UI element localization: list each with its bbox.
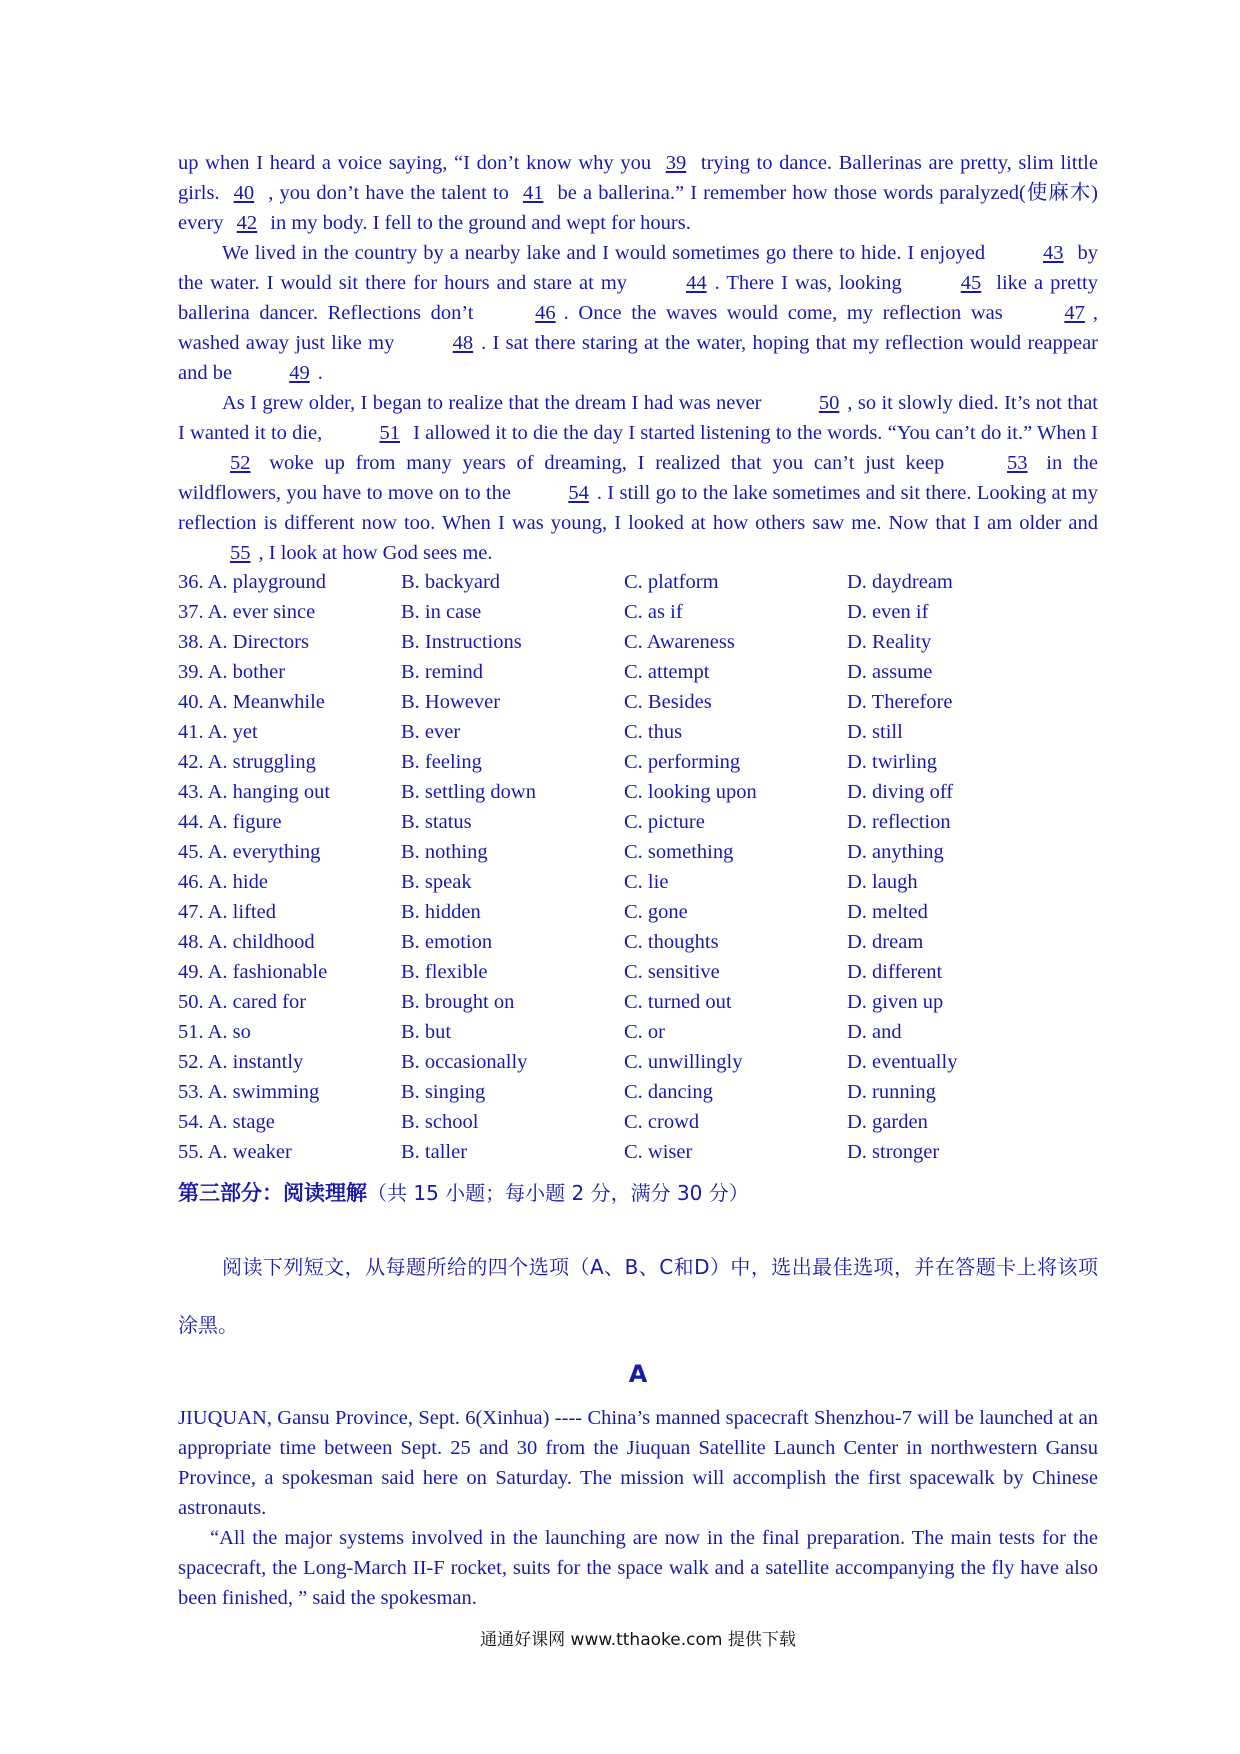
option-text: A. figure	[207, 811, 282, 833]
option-a	[178, 837, 401, 867]
option-d: D. still	[847, 721, 903, 743]
option-b: B. settling down	[401, 781, 536, 803]
option-text: A. everything	[207, 841, 321, 863]
option-text: A. playground	[207, 571, 327, 593]
option-text: A. hide	[207, 871, 268, 893]
question-number: 39.	[178, 661, 204, 683]
article-letter: A	[628, 1360, 648, 1388]
question-number: 53.	[178, 1081, 204, 1103]
option-row	[178, 837, 1098, 867]
option-a	[178, 867, 401, 897]
passage-text: by the water. I would sit there for hours and stare at my	[178, 242, 1099, 294]
passage-paragraph-1	[178, 148, 1098, 238]
option-d: D. Reality	[847, 631, 932, 653]
question-number: 45.	[178, 841, 204, 863]
section-detail: （共 15 小题；每小题 2 分，满分 30 分）	[367, 1181, 749, 1205]
option-c: C. sensitive	[624, 961, 720, 983]
option-b: B. backyard	[401, 571, 501, 593]
option-a	[178, 897, 401, 927]
option-c: C. turned out	[624, 991, 732, 1013]
blank-52: 52	[230, 452, 251, 474]
option-d: D. even if	[847, 601, 929, 623]
option-a	[178, 747, 401, 777]
blank-49: 49	[289, 362, 310, 384]
option-text: A. instantly	[207, 1051, 304, 1073]
option-a	[178, 807, 401, 837]
option-a	[178, 627, 401, 657]
option-a	[178, 717, 401, 747]
passage-text: .	[317, 362, 323, 384]
question-number: 42.	[178, 751, 204, 773]
option-c: C. thus	[624, 721, 683, 743]
question-number: 40.	[178, 691, 204, 713]
passage-paragraph-3	[178, 388, 1098, 568]
option-c: C. gone	[624, 901, 688, 923]
option-a	[178, 777, 401, 807]
option-row	[178, 627, 1098, 657]
option-c: C. picture	[624, 811, 705, 833]
option-text: A. stage	[207, 1111, 275, 1133]
blank-41: 41	[522, 182, 544, 204]
passage-text: woke up from many years of dreaming, I realized that you can’t just keep	[258, 452, 955, 474]
passage-text: . There I was, looking	[714, 272, 909, 294]
passage-text: , washed away just like my	[178, 302, 1098, 354]
option-text: A. yet	[207, 721, 258, 743]
option-text: A. cared for	[207, 991, 307, 1013]
cloze-passage	[178, 148, 1098, 568]
option-c: C. as if	[624, 601, 683, 623]
option-a	[178, 657, 401, 687]
option-c: C. looking upon	[624, 781, 757, 803]
option-c: C. crowd	[624, 1111, 700, 1133]
option-text: A. Directors	[207, 631, 309, 653]
question-number: 50.	[178, 991, 204, 1013]
answer-options	[178, 567, 1098, 1167]
option-b: B. hidden	[401, 901, 481, 923]
option-d: D. Therefore	[847, 691, 953, 713]
option-a	[178, 1017, 401, 1047]
passage-text: We lived in the country by a nearby lake and I would sometimes go there to hide. I enjoyed	[222, 242, 992, 264]
article-paragraph-1: JIUQUAN, Gansu Province, Sept. 6(Xinhua) ---- China’s manned spacecraft Shenzhou-7 will be launched at an appropriate time between Sept. 25 and 30 from the Jiuquan Satellite Launch Center in northwestern Gansu Province, a spokesman said here on Saturday. The mission will accomplish the first spacewalk by Chinese astronauts.	[178, 1407, 1098, 1519]
option-c: C. unwillingly	[624, 1051, 743, 1073]
section-heading	[178, 1178, 1118, 1208]
question-number: 48.	[178, 931, 204, 953]
question-number: 46.	[178, 871, 204, 893]
blank-54: 54	[568, 482, 589, 504]
option-c: C. Awareness	[624, 631, 735, 653]
option-text: A. ever since	[207, 601, 316, 623]
passage-text: in my body. I fell to the ground and wept for hours.	[265, 212, 691, 234]
option-d: D. laugh	[847, 871, 918, 893]
question-number: 41.	[178, 721, 204, 743]
passage-text: trying to dance. Ballerinas are pretty, slim little girls.	[178, 152, 1098, 204]
option-d: D. assume	[847, 661, 933, 683]
option-text: A. Meanwhile	[207, 691, 325, 713]
passage-paragraph-2	[178, 238, 1098, 388]
blank-55: 55	[230, 542, 251, 564]
option-c: C. performing	[624, 751, 741, 773]
question-number: 52.	[178, 1051, 204, 1073]
option-row	[178, 1077, 1098, 1107]
passage-text: like a pretty ballerina dancer. Reflections don’t	[178, 272, 1098, 324]
option-b: B. remind	[401, 661, 483, 683]
option-b: B. feeling	[401, 751, 482, 773]
option-b: B. However	[401, 691, 501, 713]
option-b: B. emotion	[401, 931, 493, 953]
option-a	[178, 1047, 401, 1077]
option-d: D. different	[847, 961, 943, 983]
blank-51: 51	[379, 422, 400, 444]
passage-text: . I sat there staring at the water, hoping that my reflection would reappear and be	[178, 332, 1098, 384]
option-row	[178, 1047, 1098, 1077]
option-a	[178, 597, 401, 627]
option-text: A. swimming	[207, 1081, 320, 1103]
option-b: B. status	[401, 811, 472, 833]
option-c: C. lie	[624, 871, 669, 893]
option-c: C. thoughts	[624, 931, 719, 953]
question-number: 49.	[178, 961, 204, 983]
blank-46: 46	[535, 302, 556, 324]
passage-text: up when I heard a voice saying, “I don’t know why you	[178, 152, 658, 174]
blank-44: 44	[686, 272, 707, 294]
question-number: 51.	[178, 1021, 204, 1043]
option-b: B. but	[401, 1021, 452, 1043]
option-b: B. singing	[401, 1081, 486, 1103]
option-d: D. diving off	[847, 781, 954, 803]
option-a	[178, 987, 401, 1017]
question-number: 36.	[178, 571, 204, 593]
passage-text: , you don’t have the talent to	[262, 182, 515, 204]
option-d: D. running	[847, 1081, 936, 1103]
option-a	[178, 1077, 401, 1107]
option-row	[178, 687, 1098, 717]
option-row	[178, 867, 1098, 897]
option-b: B. school	[401, 1111, 479, 1133]
reading-article	[178, 1403, 1098, 1613]
option-row	[178, 1107, 1098, 1137]
option-c: C. dancing	[624, 1081, 713, 1103]
blank-40: 40	[233, 182, 255, 204]
option-row	[178, 597, 1098, 627]
option-c: C. or	[624, 1021, 665, 1043]
option-a	[178, 1107, 401, 1137]
question-number: 54.	[178, 1111, 204, 1133]
option-row	[178, 987, 1098, 1017]
option-row	[178, 717, 1098, 747]
option-d: D. given up	[847, 991, 944, 1013]
option-b: B. nothing	[401, 841, 488, 863]
reading-instruction: 阅读下列短文，从每题所给的四个选项（A、B、C和D）中，选出最佳选项，并在答题卡上将该项涂黑。	[178, 1255, 1098, 1337]
option-text: A. hanging out	[207, 781, 331, 803]
page-footer: 通通好课网 www.tthaoke.com 提供下载	[480, 1630, 796, 1650]
option-row	[178, 747, 1098, 777]
passage-text: be a ballerina.” I remember how those words paralyzed(使麻木) every	[178, 182, 1099, 234]
blank-47: 47	[1064, 302, 1085, 324]
option-row	[178, 1017, 1098, 1047]
option-row	[178, 567, 1098, 597]
option-row	[178, 1137, 1098, 1167]
blank-48: 48	[452, 332, 474, 354]
option-b: B. occasionally	[401, 1051, 528, 1073]
blank-43: 43	[1043, 242, 1064, 264]
option-b: B. brought on	[401, 991, 515, 1013]
option-d: D. melted	[847, 901, 928, 923]
question-number: 44.	[178, 811, 204, 833]
passage-text: I allowed it to die the day I started listening to the words. “You can’t do it.” When I	[407, 422, 1098, 444]
passage-text: , I look at how God sees me.	[258, 542, 493, 564]
option-a	[178, 927, 401, 957]
option-b: B. taller	[401, 1141, 468, 1163]
option-row	[178, 657, 1098, 687]
passage-text: As I grew older, I began to realize that the dream I had was never	[222, 392, 767, 414]
option-row	[178, 927, 1098, 957]
question-number: 47.	[178, 901, 204, 923]
option-d: D. stronger	[847, 1141, 940, 1163]
option-text: A. so	[207, 1021, 251, 1043]
option-a	[178, 1137, 401, 1167]
passage-text: in the wildflowers, you have to move on to the	[178, 452, 1098, 504]
option-d: D. and	[847, 1021, 902, 1043]
option-b: B. ever	[401, 721, 461, 743]
question-number: 38.	[178, 631, 204, 653]
blank-53: 53	[1007, 452, 1028, 474]
option-b: B. Instructions	[401, 631, 522, 653]
question-number: 43.	[178, 781, 204, 803]
option-a	[178, 957, 401, 987]
option-c: C. something	[624, 841, 734, 863]
option-b: B. in case	[401, 601, 482, 623]
option-b: B. speak	[401, 871, 472, 893]
option-row	[178, 807, 1098, 837]
option-row	[178, 777, 1098, 807]
passage-text: , so it slowly died. It’s not that I wanted it to die,	[178, 392, 1098, 444]
option-row	[178, 897, 1098, 927]
option-d: D. garden	[847, 1111, 928, 1133]
option-text: A. childhood	[207, 931, 315, 953]
blank-39: 39	[665, 152, 687, 174]
section-title: 第三部分：阅读理解	[178, 1181, 367, 1205]
question-number: 37.	[178, 601, 204, 623]
option-d: D. anything	[847, 841, 944, 863]
option-text: A. bother	[207, 661, 286, 683]
option-a	[178, 567, 401, 597]
option-c: C. platform	[624, 571, 719, 593]
option-d: D. reflection	[847, 811, 951, 833]
article-paragraph-2: “All the major systems involved in the launching are now in the final preparation. The main tests for the spacecraft, the Long-March II-F rocket, suits for the space walk and a satellite accompanying the fly have also been finished, ” said the spokesman.	[178, 1527, 1098, 1609]
option-text: A. struggling	[207, 751, 316, 773]
option-c: C. attempt	[624, 661, 710, 683]
passage-text: . I still go to the lake sometimes and sit there. Looking at my reflection is different now too. When I was young, I looked at how others saw me. Now that I am older and	[178, 482, 1098, 534]
option-c: C. Besides	[624, 691, 712, 713]
option-d: D. eventually	[847, 1051, 958, 1073]
blank-50: 50	[818, 392, 840, 414]
passage-text: . Once the waves would come, my reflection was	[563, 302, 1013, 324]
option-d: D. twirling	[847, 751, 937, 773]
blank-42: 42	[236, 212, 258, 234]
option-d: D. daydream	[847, 571, 953, 593]
option-b: B. flexible	[401, 961, 488, 983]
option-text: A. lifted	[207, 901, 276, 923]
option-text: A. fashionable	[207, 961, 328, 983]
option-c: C. wiser	[624, 1141, 693, 1163]
option-row	[178, 957, 1098, 987]
option-d: D. dream	[847, 931, 924, 953]
option-text: A. weaker	[207, 1141, 292, 1163]
option-a	[178, 687, 401, 717]
blank-45: 45	[960, 272, 982, 294]
question-number: 55.	[178, 1141, 204, 1163]
